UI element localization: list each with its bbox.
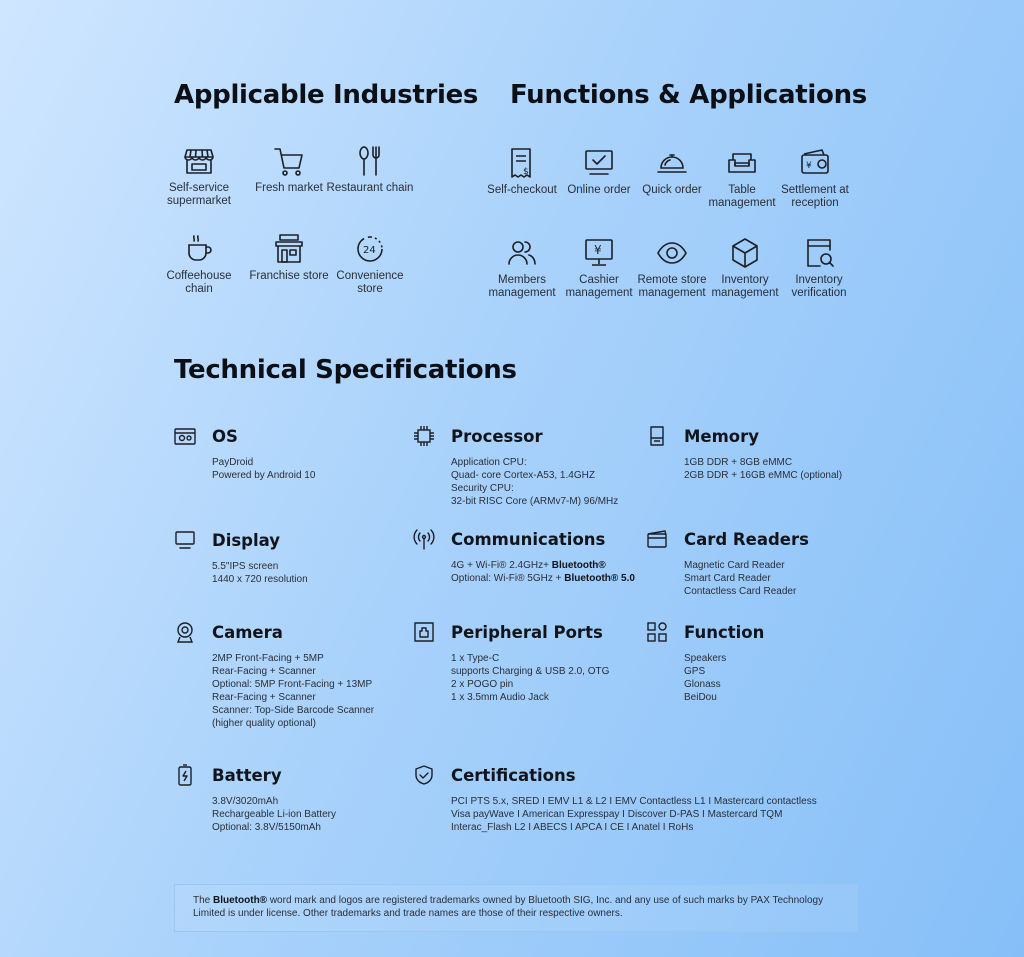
spec-line: Glonass — [684, 679, 721, 690]
port-icon — [413, 621, 435, 643]
chip-icon — [413, 425, 435, 447]
function-label: Remote store management — [637, 274, 707, 299]
spec-line: Visa payWave I American Expresspay I Discover D-PAS I Mastercard TQM — [451, 809, 783, 820]
svg-text:¥: ¥ — [806, 161, 812, 171]
spec-line: 1440 x 720 resolution — [212, 574, 308, 585]
spec-title: Communications — [451, 529, 606, 549]
spec-line: 1 x 3.5mm Audio Jack — [451, 692, 549, 703]
spec-title: Peripheral Ports — [451, 622, 603, 642]
industry-item — [154, 232, 244, 296]
function-label: Online order — [567, 184, 631, 196]
technical-specifications-heading: Technical Specifications — [174, 355, 517, 385]
spec-line: 3.8V/3020mAh — [212, 796, 279, 807]
spec-title: Camera — [212, 622, 283, 642]
spec-line: 2GB DDR + 16GB eMMC (optional) — [684, 470, 843, 481]
function-label: Settlement at reception — [781, 184, 849, 209]
industry-item — [325, 144, 415, 195]
spec-title: Card Readers — [684, 529, 809, 549]
grid-apps-icon — [646, 621, 668, 643]
spec-function — [646, 620, 764, 704]
spec-memory — [646, 424, 842, 482]
spec-line: 1 x Type-C — [451, 653, 500, 664]
function-label: Cashier management — [565, 274, 633, 299]
spec-line: Powered by Android 10 — [212, 470, 316, 481]
users-icon — [505, 236, 539, 270]
spec-title: Function — [684, 622, 765, 642]
spec-line: Smart Card Reader — [684, 573, 771, 584]
spec-camera — [174, 620, 374, 730]
spec-line: 2 x POGO pin — [451, 679, 514, 690]
spec-line: GPS — [684, 666, 706, 677]
antenna-icon — [413, 528, 435, 550]
spec-line: Interac_Flash L2 I ABECS I APCA I CE I Anatel I RoHs — [451, 822, 694, 833]
spec-os — [174, 424, 315, 482]
function-label: Self-checkout — [487, 184, 557, 196]
spec-title: OS — [212, 426, 238, 446]
function-label: Table management — [708, 184, 776, 209]
spec-line: PayDroid — [212, 457, 254, 468]
spec-battery — [174, 763, 336, 834]
spec-line: Optional: 3.8V/5150mAh — [212, 822, 321, 833]
card-icon — [646, 528, 668, 550]
monitor-icon — [174, 529, 196, 551]
industry-item — [244, 232, 334, 283]
service-bell-icon — [655, 146, 689, 180]
spec-line: (higher quality optional) — [212, 718, 316, 729]
applicable-industries-heading: Applicable Industries — [174, 80, 479, 110]
spec-line: Application CPU: — [451, 457, 527, 468]
industry-label: Fresh market — [255, 182, 323, 194]
spec-communications — [413, 527, 635, 585]
svg-text:$: $ — [523, 167, 529, 177]
memory-card-icon — [646, 425, 668, 447]
function-label: Inventory verification — [791, 274, 847, 299]
box-icon — [728, 236, 762, 270]
spec-title: Processor — [451, 426, 543, 446]
receipt-dollar-icon — [505, 146, 539, 180]
webcam-icon — [174, 621, 196, 643]
spec-line: supports Charging & USB 2.0, OTG — [451, 666, 610, 677]
function-label: Quick order — [642, 184, 702, 196]
wallet-icon — [798, 146, 832, 180]
function-label: Members management — [488, 274, 556, 299]
industry-label: Coffeehouse chain — [166, 270, 232, 295]
spec-line: Security CPU: — [451, 483, 514, 494]
industry-label: Self-service supermarket — [167, 182, 231, 207]
svg-text:¥: ¥ — [594, 243, 602, 257]
checked-screen-icon — [582, 146, 616, 180]
functions-applications-heading: Functions & Applications — [510, 80, 867, 110]
spec-line: Quad- core Cortex-A53, 1.4GHZ — [451, 470, 595, 481]
spec-line: 5.5"IPS screen — [212, 561, 279, 572]
svg-text:24: 24 — [363, 245, 376, 256]
spec-title: Certifications — [451, 765, 576, 785]
coffee-cup-icon — [182, 232, 216, 266]
spec-line: 1GB DDR + 8GB eMMC — [684, 457, 793, 468]
industry-label: Franchise store — [249, 270, 329, 282]
industry-item — [244, 144, 334, 195]
cutlery-icon — [353, 144, 387, 178]
spec-line: Scanner: Top-Side Barcode Scanner — [212, 705, 375, 716]
spec-line: PCI PTS 5.x, SRED I EMV L1 & L2 I EMV Contactless L1 I Mastercard contactless — [451, 796, 817, 807]
os-icon — [174, 425, 196, 447]
spec-line: 2MP Front-Facing + 5MP — [212, 653, 324, 664]
search-document-icon — [802, 236, 836, 270]
spec-line: Optional: 5MP Front-Facing + 13MP — [212, 679, 373, 690]
yen-monitor-icon — [582, 236, 616, 270]
spec-line: Rear-Facing + Scanner — [212, 692, 316, 703]
spec-certifications — [413, 763, 817, 834]
spec-display — [174, 528, 308, 586]
industry-item — [325, 232, 415, 296]
spec-line: 4G + Wi-Fi® 2.4GHz+ Bluetooth® — [451, 560, 606, 571]
spec-title: Memory — [684, 426, 760, 446]
spec-title: Battery — [212, 765, 282, 785]
spec-line: BeiDou — [684, 692, 717, 703]
spec-line: Magnetic Card Reader — [684, 560, 785, 571]
spec-title: Display — [212, 530, 281, 550]
armchair-icon — [725, 146, 759, 180]
spec-line: Rechargeable Li-ion Battery — [212, 809, 336, 820]
industry-label: Restaurant chain — [326, 182, 414, 194]
eye-icon — [655, 236, 689, 270]
industry-label: Convenience store — [336, 270, 404, 295]
franchise-store-icon — [272, 232, 306, 266]
spec-processor — [413, 424, 618, 508]
spec-line: Optional: Wi-Fi® 5GHz + Bluetooth® 5.0 — [451, 573, 635, 584]
function-label: Inventory management — [711, 274, 779, 299]
spec-line: Contactless Card Reader — [684, 586, 797, 597]
spec-peripheral-ports — [413, 620, 609, 704]
spec-line: 32-bit RISC Core (ARMv7-M) 96/MHz — [451, 496, 619, 507]
battery-icon — [174, 764, 196, 786]
function-item — [770, 146, 860, 210]
spec-card-readers — [646, 527, 809, 598]
spec-line: Rear-Facing + Scanner — [212, 666, 316, 677]
spec-line: Speakers — [684, 653, 727, 664]
shopping-cart-icon — [272, 144, 306, 178]
trademark-footnote: The Bluetooth® word mark and logos are registered trademarks owned by Bluetooth SIG, Inc. and any use of such marks by PAX Technology Limited is under license. Other trademarks and trade names are those of their respective owners. — [174, 884, 858, 932]
shield-check-icon — [413, 764, 435, 786]
storefront-icon — [182, 144, 216, 178]
24-hours-icon — [353, 232, 387, 266]
function-item — [774, 236, 864, 300]
industry-item — [154, 144, 244, 208]
